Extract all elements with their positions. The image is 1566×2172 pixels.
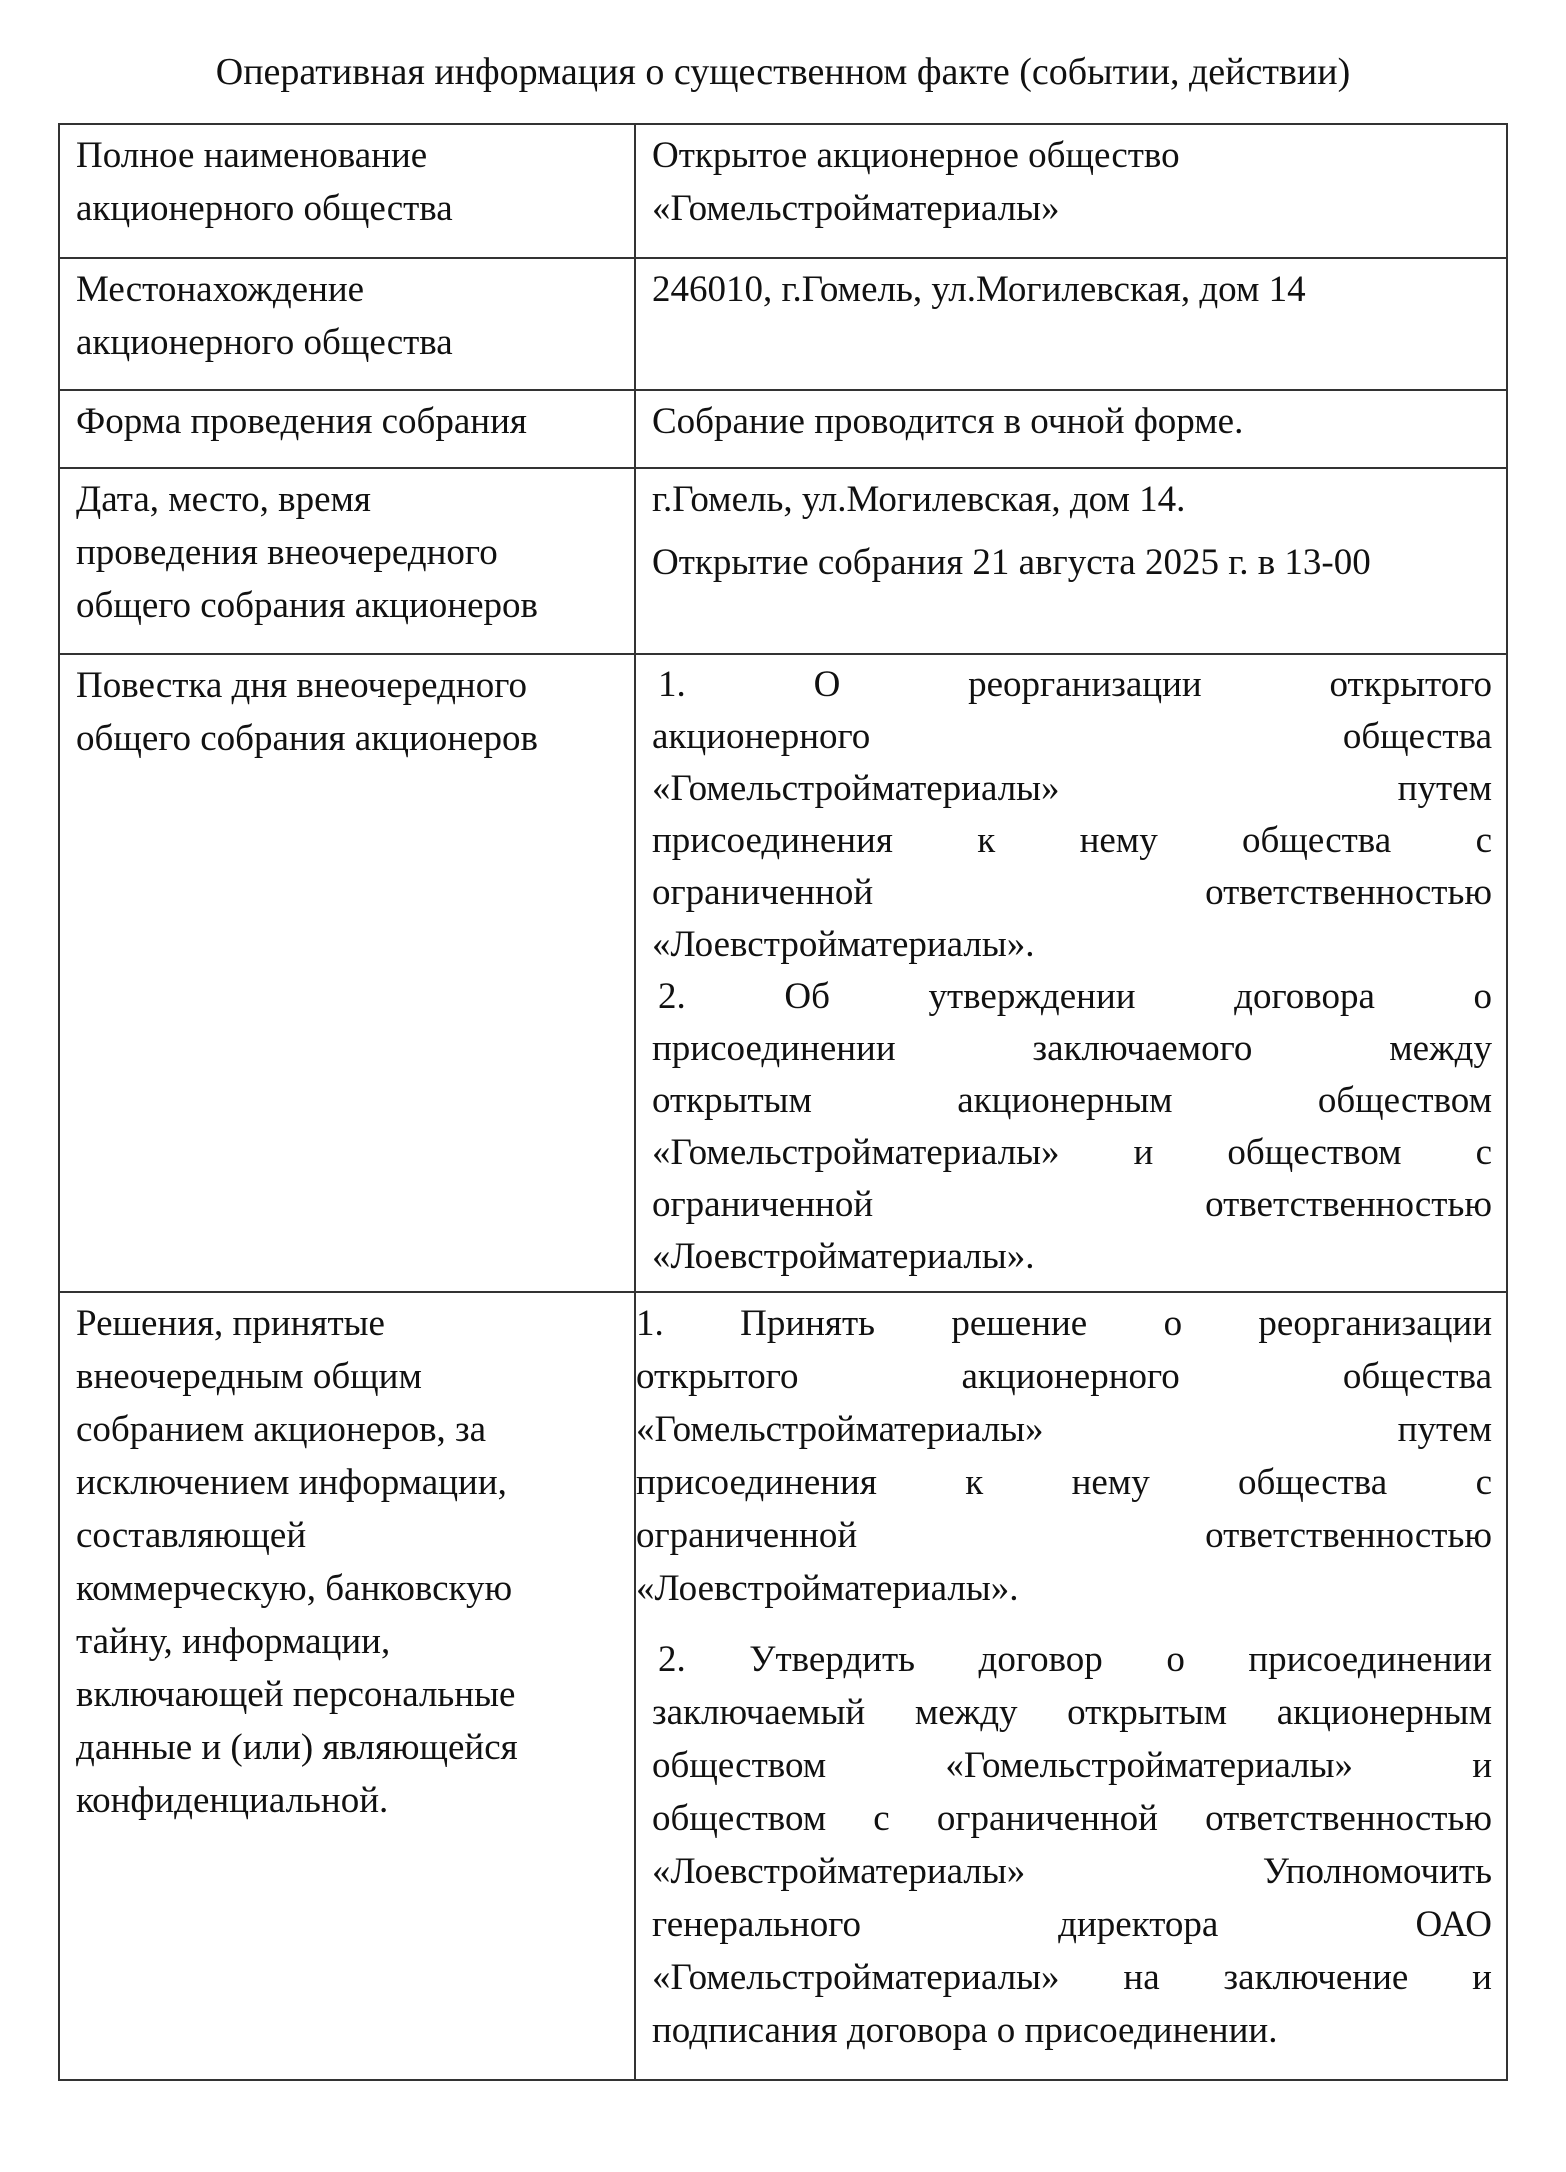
decision-line: открытого акционерного общества [636, 1356, 1492, 1397]
table-row-meeting-form [59, 390, 1507, 468]
table-row-agenda [59, 654, 1507, 1292]
label-line: акционерного общества [76, 322, 453, 363]
label-line: составляющей [76, 1515, 307, 1556]
decision-line: присоединения к нему общества с [636, 1462, 1492, 1503]
decision-line: подписания договора о присоединении. [652, 2010, 1278, 2051]
decision-item-1 [636, 1297, 1492, 1615]
agenda-line: «Лоевстройматериалы». [652, 924, 1035, 965]
decision-line: «Лоевстройматериалы» Уполномочить [652, 1851, 1492, 1892]
label-line: внеочередным общим [76, 1356, 422, 1397]
value-line: «Гомельстройматериалы» [652, 188, 1060, 229]
agenda-line: «Гомельстройматериалы» путем [652, 768, 1492, 809]
label-line: Дата, место, время [76, 479, 371, 520]
agenda-line: «Лоевстройматериалы». [652, 1236, 1035, 1277]
decision-line: обществом «Гомельстройматериалы» и [652, 1745, 1492, 1786]
agenda-line: ограниченной ответственностью [652, 1184, 1492, 1225]
value-cell [635, 258, 1507, 390]
label-cell [59, 124, 635, 258]
info-table [58, 123, 1508, 2081]
value-line: Открытое акционерное общество [652, 135, 1180, 176]
label-line: Форма проведения собрания [76, 401, 527, 442]
agenda-line: открытым акционерным обществом [652, 1080, 1492, 1121]
agenda-item-2 [652, 971, 1492, 1283]
value-cell [635, 124, 1507, 258]
label-line: Полное наименование [76, 135, 428, 176]
agenda-line: ограниченной ответственностью [652, 872, 1492, 913]
label-line: коммерческую, банковскую [76, 1568, 513, 1609]
document-title: Оперативная информация о существенном факте (событии, действии) [215, 51, 1351, 93]
value-cell [635, 390, 1507, 468]
decision-line: 2. Утвердить договор о присоединении [658, 1639, 1492, 1680]
agenda-line: 2. Об утверждении договора о [658, 976, 1492, 1017]
agenda-line: «Гомельстройматериалы» и обществом с [652, 1132, 1492, 1173]
label-cell [59, 258, 635, 390]
label-cell [59, 1292, 635, 2080]
decision-line: «Гомельстройматериалы» на заключение и [652, 1957, 1492, 1998]
decision-line: 1. Принять решение о реорганизации [636, 1303, 1492, 1344]
decision-line: «Лоевстройматериалы». [636, 1568, 1019, 1609]
label-line: Решения, принятые [76, 1303, 385, 1344]
agenda-line: присоединении заключаемого между [652, 1028, 1492, 1069]
decision-line: «Гомельстройматериалы» путем [636, 1409, 1492, 1450]
label-line: конфиденциальной. [76, 1780, 389, 1821]
agenda-line: присоединения к нему общества с [652, 820, 1492, 861]
label-cell [59, 390, 635, 468]
value-line: 246010, г.Гомель, ул.Могилевская, дом 14 [652, 269, 1306, 310]
label-cell [59, 468, 635, 654]
value-line: г.Гомель, ул.Могилевская, дом 14. [652, 479, 1186, 520]
label-line: Местонахождение [76, 269, 365, 310]
agenda-line: 1. О реорганизации открытого [658, 664, 1492, 705]
agenda-line: акционерного общества [652, 716, 1492, 757]
decision-line: заключаемый между открытым акционерным [652, 1692, 1492, 1733]
decision-line: обществом с ограниченной ответственностью [652, 1798, 1492, 1839]
table-row-company-name [59, 124, 1507, 258]
label-line: исключением информации, [76, 1462, 507, 1503]
label-cell [59, 654, 635, 1292]
value-cell [635, 468, 1507, 654]
label-line: тайну, информации, [76, 1621, 391, 1662]
label-line: собранием акционеров, за [76, 1409, 487, 1450]
decision-line: генерального директора ОАО [652, 1904, 1492, 1945]
table-row-decisions [59, 1292, 1507, 2080]
decision-item-2 [636, 1633, 1492, 2057]
value-cell [635, 1292, 1507, 2080]
label-line: общего собрания акционеров [76, 718, 538, 759]
label-line: проведения внеочередного [76, 532, 498, 573]
table-row-date-place-time [59, 468, 1507, 654]
value-line: Собрание проводится в очной форме. [652, 401, 1244, 442]
label-line: общего собрания акционеров [76, 585, 538, 626]
table-row-location [59, 258, 1507, 390]
label-line: Повестка дня внеочередного [76, 665, 527, 706]
decision-line: ограниченной ответственностью [636, 1515, 1492, 1556]
value-cell [635, 654, 1507, 1292]
value-line: Открытие собрания 21 августа 2025 г. в 13-00 [652, 542, 1371, 583]
agenda-item-1 [652, 659, 1492, 971]
label-line: акционерного общества [76, 188, 453, 229]
label-line: данные и (или) являющейся [76, 1727, 518, 1768]
label-line: включающей персональные [76, 1674, 516, 1715]
